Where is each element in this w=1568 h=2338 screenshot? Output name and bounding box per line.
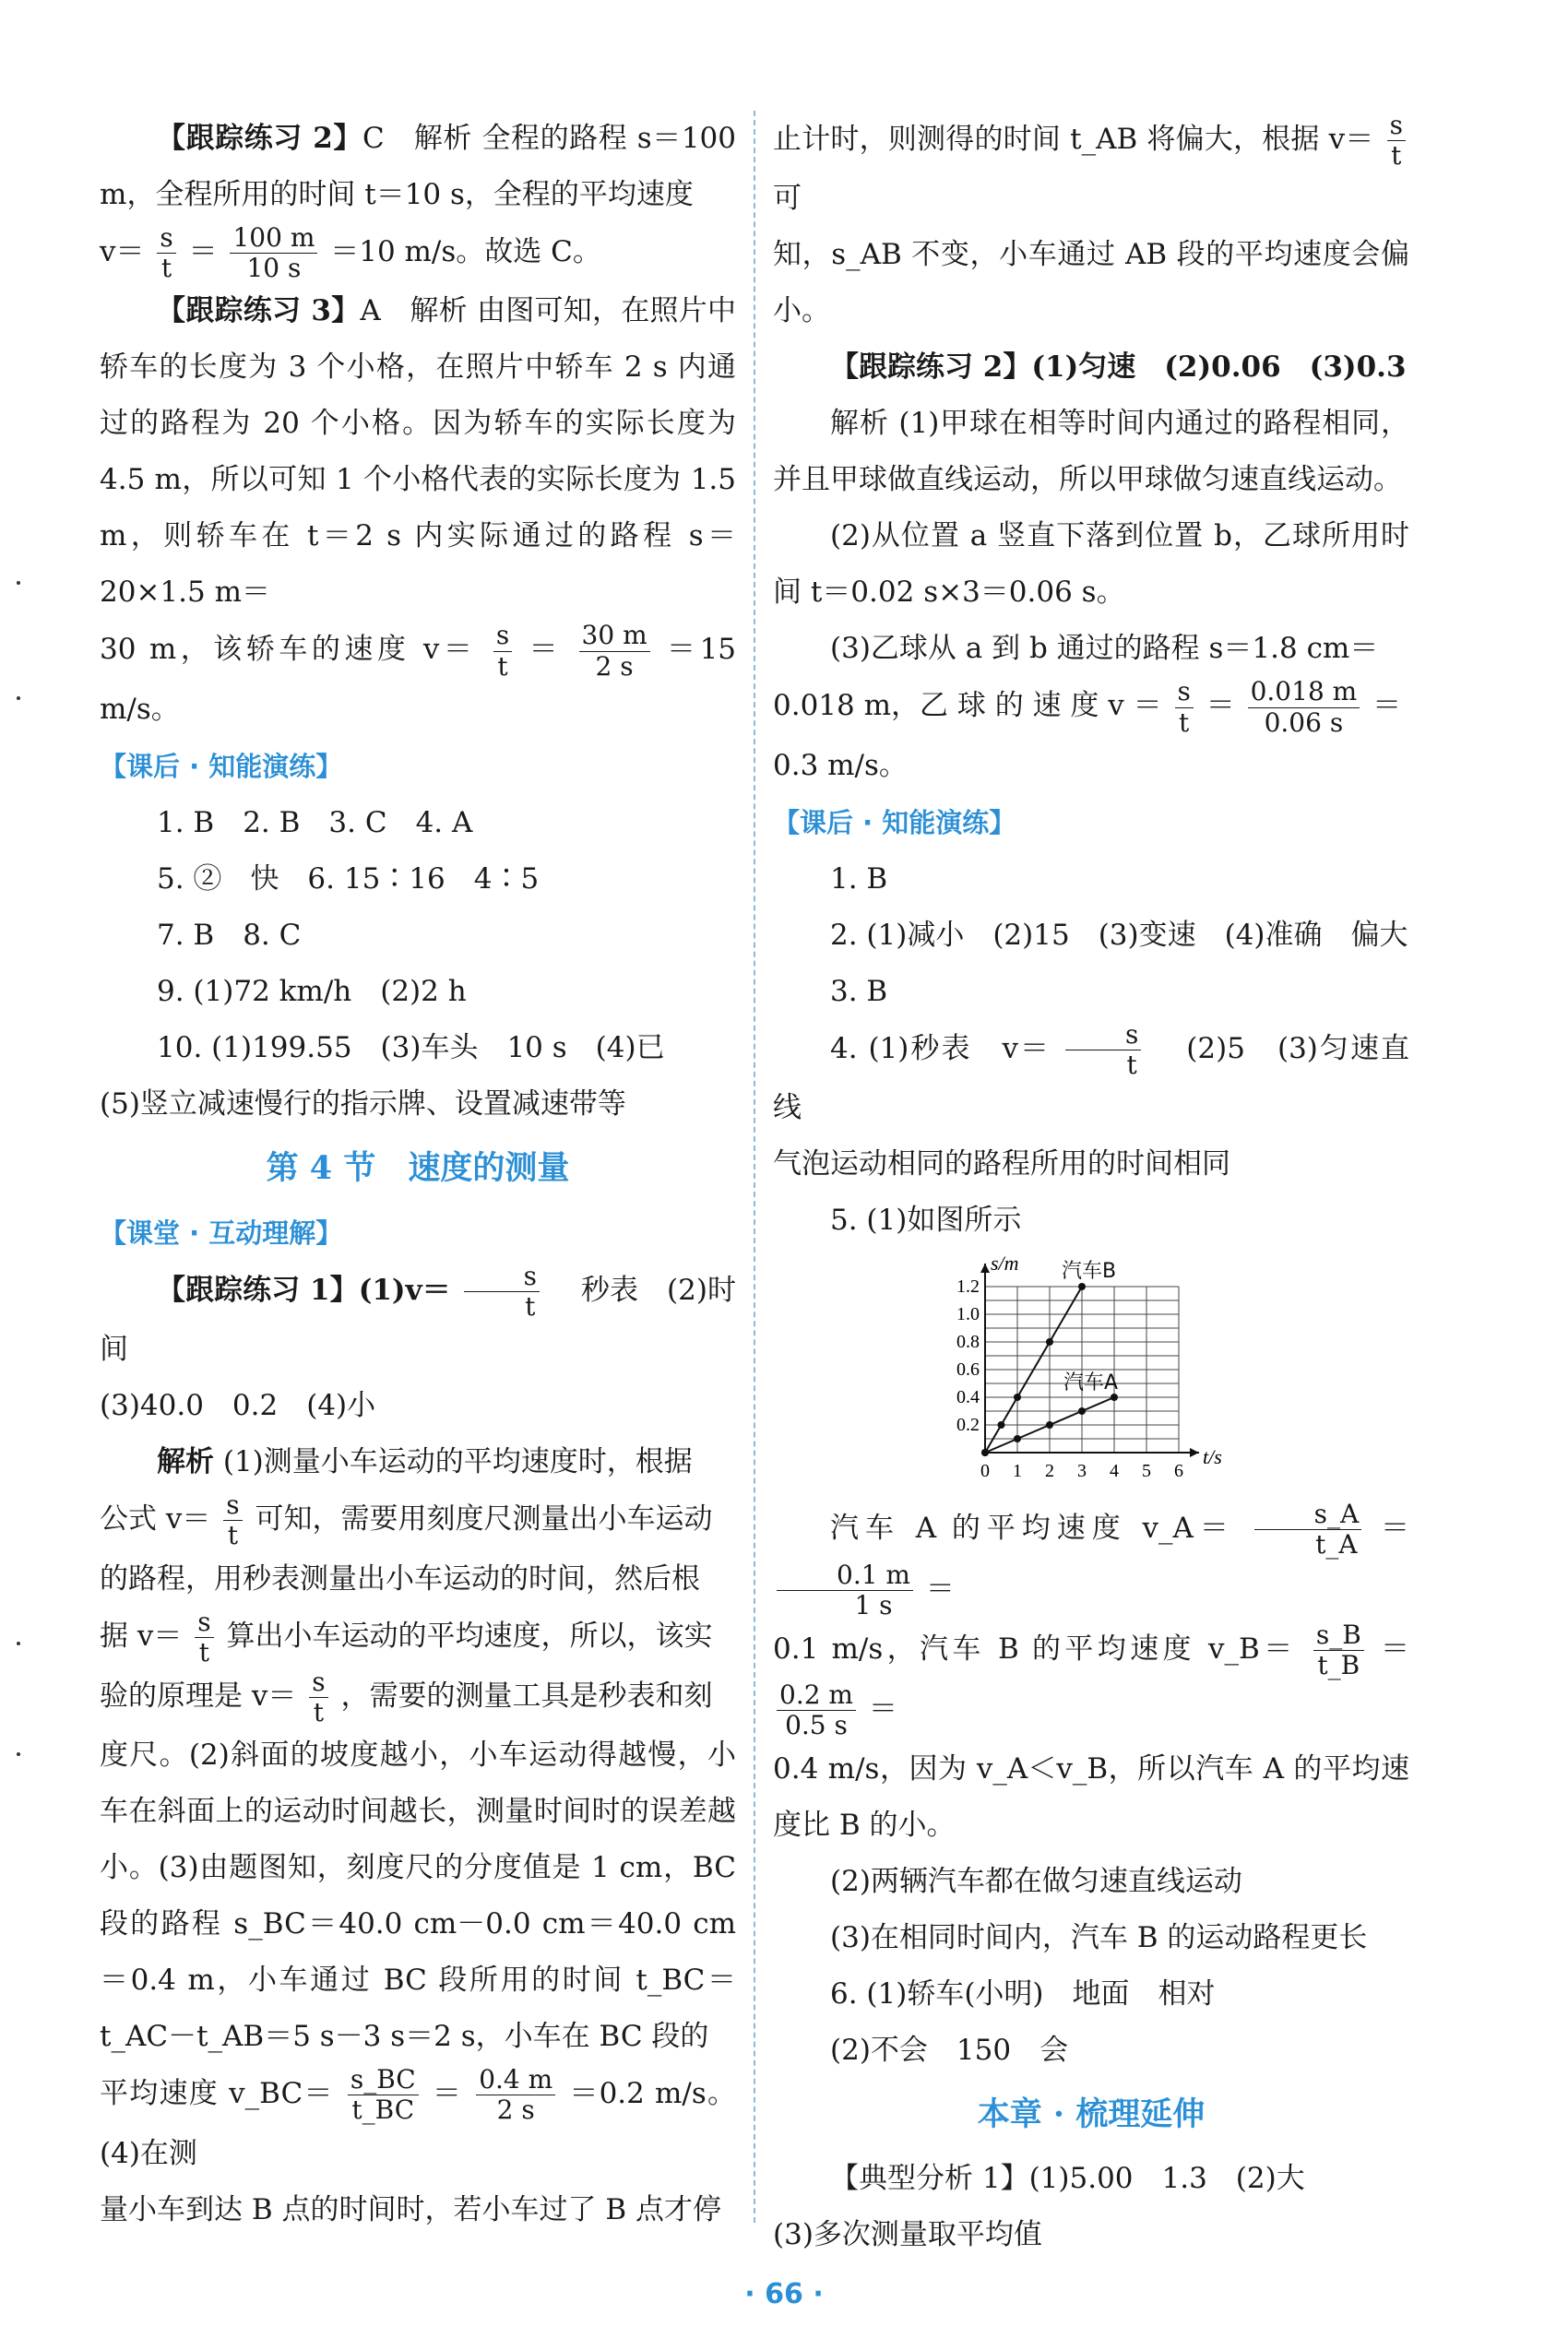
- data-point: [1014, 1435, 1021, 1442]
- answer-line: 5. ② 快 6. 15∶16 4∶5: [157, 861, 540, 896]
- answer-line: (2)两辆汽车都在做匀速直线运动: [830, 1864, 1242, 1898]
- section-tag-classroom: 【课堂 · 互动理解】: [100, 1216, 343, 1249]
- chart-svg: [939, 1254, 1234, 1494]
- fraction: $\frac{s}{t}$: [309, 1667, 327, 1727]
- answer-line: 5. (1)如图所示: [830, 1204, 1022, 1238]
- data-point: [1111, 1394, 1118, 1401]
- y-tick-label: 0.2: [956, 1415, 980, 1436]
- practice-1-answer: 【跟踪练习 1】(1)v＝ $\frac{s}{t}$ 秒表 (2)时间: [100, 1260, 737, 1367]
- analysis: (2)从位置 a 竖直下落到位置 b，乙球所用时间 t＝0.02 s×3＝0.06 s。: [773, 519, 1409, 610]
- answer-line: 7. B 8. C: [157, 918, 302, 952]
- y-tick-label: 1.0: [956, 1304, 980, 1325]
- fraction: $\frac{s}{t}$: [464, 1262, 540, 1322]
- analysis-line: 0.018 m，乙 球 的 速 度 v ＝ $\frac{s}{t}$ ＝ $\frac{0.018 m}{0.06 s}$ ＝: [773, 676, 1402, 738]
- x-tick-label: 5: [1142, 1461, 1151, 1482]
- answer-line: 4. (1)秒表 v＝ $\frac{s}{t}$ (2)5 (3)匀速直线: [773, 1018, 1409, 1125]
- analysis-line: 知，s_AB 不变，小车通过 AB 段的平均速度会偏小。: [773, 238, 1409, 328]
- analysis-line: 止计时，则测得的时间 t_AB 将偏大，根据 v＝ $\frac{s}{t}$ 可: [773, 111, 1409, 227]
- distance-time-chart: [939, 1254, 1234, 1494]
- x-tick-label: 2: [1045, 1461, 1054, 1482]
- right-column: [773, 111, 1409, 2263]
- fraction: $\frac{0.018 m}{0.06 s}$: [1248, 677, 1360, 737]
- fraction: $\frac{30 m}{2 s}$: [579, 621, 650, 681]
- y-tick-label: 1.2: [956, 1276, 980, 1298]
- data-point: [1014, 1394, 1021, 1401]
- practice-3-formula: 30 m，该轿车的速度 v＝ $\frac{s}{t}$ ＝ $\frac{30 m}{2 s}$ ＝15 m/s。: [100, 620, 737, 726]
- x-tick-label: 1: [1013, 1461, 1022, 1482]
- practice-2-answer: 【跟踪练习 2】C 解析 全程的路程 s＝100 m，全程所用的时间 t＝10 s，全程的平均速度: [100, 122, 736, 211]
- analysis-line: 0.4 m/s，因为 v_A＜v_B，所以汽车 A 的平均速度比 B 的小。: [773, 1751, 1409, 1842]
- section-tag-after-class: 【课后 · 知能演练】: [773, 806, 1016, 838]
- analysis-line: 度尺。(2)斜面的坡度越小，小车运动得越慢，小车在斜面上的运动时间越长，测量时间时的误差越小。(3)由题图知，刻度尺的分度值是 1 cm，BC 段的路程 s_BC＝40.0 cm－0.0 cm＝40.0 cm＝0.4 m，小车通过 BC 段所用的时间 t_BC＝t_AC－t_AB＝5 s－3 s＝2 s，小车在 BC 段的: [100, 1739, 736, 2054]
- answer-line: 3. B: [830, 974, 888, 1008]
- fraction: $\frac{s\_BC}{t\_BC}$: [348, 2065, 419, 2125]
- answer-line: (3)40.0 0.2 (4)小: [100, 1389, 376, 1423]
- stray-mark: [17, 1642, 20, 1645]
- data-point: [1046, 1421, 1053, 1429]
- practice-3-answer: 【跟踪练习 3】A 解析 由图可知，在照片中轿车的长度为 3 个小格，在照片中轿车 2 s 内通过的路程为 20 个小格。因为轿车的实际长度为 4.5 m，所以可知 1 个小格代表的实际长度为 1.5 m，则轿车在 t＝2 s 内实际通过的路程 s＝20×1.5 m＝: [100, 294, 736, 610]
- answer-line: 气泡运动相同的路程所用的时间相同: [773, 1147, 1230, 1181]
- data-point: [1078, 1407, 1086, 1415]
- typical-analysis: 【典型分析 1】(1)5.00 1.3 (2)大: [830, 2161, 1305, 2195]
- analysis-line: 平均速度 v_BC＝ $\frac{s\_BC}{t\_BC}$ ＝ $\frac{0.4 m}{2 s}$ ＝0.2 m/s。(4)在测: [100, 2064, 736, 2170]
- fraction: $\frac{0.1 m}{1 s}$: [777, 1561, 913, 1620]
- stray-mark: [17, 696, 20, 700]
- stray-mark: [17, 581, 20, 585]
- x-axis-label: t/s: [1203, 1445, 1222, 1469]
- fraction: $\frac{s\_B}{t\_B}$: [1313, 1620, 1364, 1680]
- analysis: 解析 (1)测量小车运动的平均速度时，根据: [157, 1445, 693, 1479]
- x-tick-label: 3: [1077, 1461, 1087, 1482]
- stray-mark: [17, 1752, 20, 1756]
- series-label-a: 汽车A: [1063, 1371, 1119, 1395]
- fraction: $\frac{100 m}{10 s}$: [230, 223, 317, 283]
- fraction: $\frac{s\_A}{t\_A}$: [1254, 1500, 1362, 1560]
- y-tick-label: 0.8: [956, 1332, 980, 1353]
- data-point: [998, 1421, 1005, 1429]
- fraction: $\frac{s}{t}$: [195, 1608, 213, 1667]
- answer-line: 6. (1)轿车(小明) 地面 相对: [830, 1976, 1216, 2011]
- fraction: $\frac{s}{t}$: [1387, 111, 1406, 171]
- typical-analysis: (3)多次测量取平均值: [773, 2217, 1042, 2251]
- x-tick-label: 6: [1174, 1461, 1183, 1482]
- analysis-line: 0.1 m/s，汽车 B 的平均速度 v_B＝ $\frac{s\_B}{t\_B}$ ＝ $\frac{0.2 m}{0.5 s}$ ＝: [773, 1619, 1410, 1741]
- x-axis-arrow: [1190, 1448, 1199, 1457]
- fraction: $\frac{0.2 m}{0.5 s}$: [777, 1680, 856, 1740]
- y-axis-arrow: [980, 1264, 990, 1273]
- column-divider: [754, 111, 755, 2223]
- answer-line: 2. (1)减小 (2)15 (3)变速 (4)准确 偏大: [830, 918, 1408, 952]
- fraction: $\frac{0.4 m}{2 s}$: [476, 2065, 555, 2125]
- data-point: [1046, 1338, 1053, 1346]
- analysis-line: 验的原理是 v＝ $\frac{s}{t}$ ，需要的测量工具是秒表和刻: [100, 1666, 713, 1728]
- analysis-line: 量小车到达 B 点的时间时，若小车过了 B 点才停: [100, 2192, 721, 2226]
- analysis: (3)乙球从 a 到 b 通过的路程 s＝1.8 cm＝: [830, 632, 1379, 666]
- answer-line: (5)竖立减速慢行的指示牌、设置减速带等: [100, 1086, 626, 1121]
- section-tag-after-class: 【课后 · 知能演练】: [100, 750, 343, 782]
- y-axis-label: s/m: [991, 1254, 1019, 1276]
- analysis: 解析 (1)甲球在相等时间内通过的路程相同，并且甲球做直线运动，所以甲球做匀速直线运动。: [773, 407, 1409, 497]
- y-tick-label: 0.4: [956, 1387, 980, 1408]
- data-point: [981, 1449, 989, 1456]
- section-title: 本章 · 梳理延伸: [977, 2095, 1206, 2133]
- data-point: [1078, 1283, 1086, 1290]
- practice-2-formula: v＝ $\frac{s}{t}$ ＝ $\frac{100 m}{10 s}$ ＝10 m/s。故选 C。: [100, 222, 601, 284]
- answer-line: 1. B: [830, 861, 888, 896]
- analysis-line: 的路程，用秒表测量出小车运动的时间，然后根: [100, 1561, 700, 1596]
- answer-line: (2)不会 150 会: [830, 2033, 1069, 2067]
- fraction: $\frac{s}{t}$: [493, 621, 512, 681]
- analysis-line: 公式 v＝ $\frac{s}{t}$ 可知，需要用刻度尺测量出小车运动: [100, 1489, 713, 1551]
- fraction: $\frac{s}{t}$: [1065, 1020, 1141, 1080]
- section-title: 第 4 节 速度的测量: [266, 1148, 570, 1187]
- fraction: $\frac{s}{t}$: [157, 223, 175, 283]
- page-number: · 66 ·: [744, 2278, 824, 2310]
- analysis-line: 0.3 m/s。: [773, 748, 908, 782]
- answer-line: 9. (1)72 km/h (2)2 h: [157, 974, 467, 1008]
- practice-2-answer: 【跟踪练习 2】(1)匀速 (2)0.06 (3)0.3: [830, 350, 1407, 385]
- answer-line: 10. (1)199.55 (3)车头 10 s (4)已: [157, 1030, 665, 1064]
- series-label-b: 汽车B: [1062, 1260, 1117, 1284]
- answer-line: 1. B 2. B 3. C 4. A: [157, 805, 473, 839]
- answer-line: (3)在相同时间内，汽车 B 的运动路程更长: [830, 1920, 1368, 1954]
- x-tick-label: 0: [980, 1461, 990, 1482]
- y-tick-label: 0.6: [956, 1359, 980, 1381]
- x-tick-label: 4: [1110, 1461, 1119, 1482]
- left-column: [100, 111, 736, 2238]
- fraction: $\frac{s}{t}$: [223, 1490, 242, 1550]
- analysis-line: 据 v＝ $\frac{s}{t}$ 算出小车运动的平均速度，所以，该实: [100, 1606, 713, 1667]
- fraction: $\frac{s}{t}$: [1175, 677, 1194, 737]
- analysis-line: 汽车 A 的平均速度 v_A＝ $\frac{s\_A}{t\_A}$ ＝ $\frac{0.1 m}{1 s}$ ＝: [773, 1500, 1409, 1620]
